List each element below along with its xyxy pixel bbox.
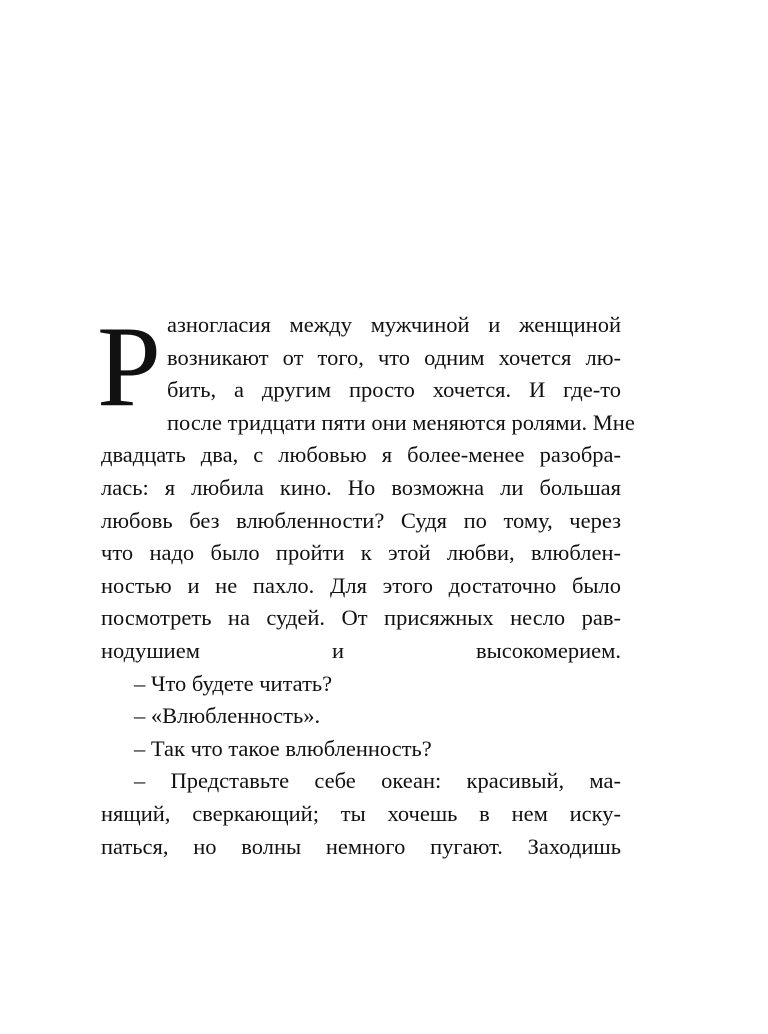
text-line: посмотреть на судей. От присяжных несло рав- [101,605,621,631]
text-line: любовь без влюбленности? Судя по тому, через [101,507,621,533]
opening-paragraph [97,303,635,668]
text-line: после тридцати пяти они меняются ролями. Мне [166,409,635,435]
text-line: возникают от того, что одним хочется лю- [166,344,621,370]
drop-cap-letter: Р [97,303,161,430]
text-line: лась: я любила кино. Но возможна ли большая [101,474,621,500]
text-line: – Представьте себе океан: красивый, ма- [134,768,621,794]
dialogue-line: – Так что такое влюбленность? [134,735,432,761]
text-line: нящий, сверкающий; ты хочешь в нем иску- [101,800,621,826]
text-line: азногласия между мужчиной и женщиной [166,312,621,337]
text-line: нодушием и высокомерием. [101,637,621,663]
text-line: ностью и не пахло. Для этого достаточно было [101,572,621,598]
dialogue-line: – Что будете читать? [134,670,333,696]
text-line: паться, но волны немного пугают. Заходишь [101,833,621,859]
text-line: двадцать два, с любовью я более-менее разобра- [101,442,621,468]
book-page-text [97,303,635,863]
text-line: бить, а другим просто хочется. И где-то [166,377,621,403]
text-line: что надо было пройти к этой любви, влюблен- [101,540,621,566]
dialogue-line: – «Влюбленность». [134,703,321,729]
